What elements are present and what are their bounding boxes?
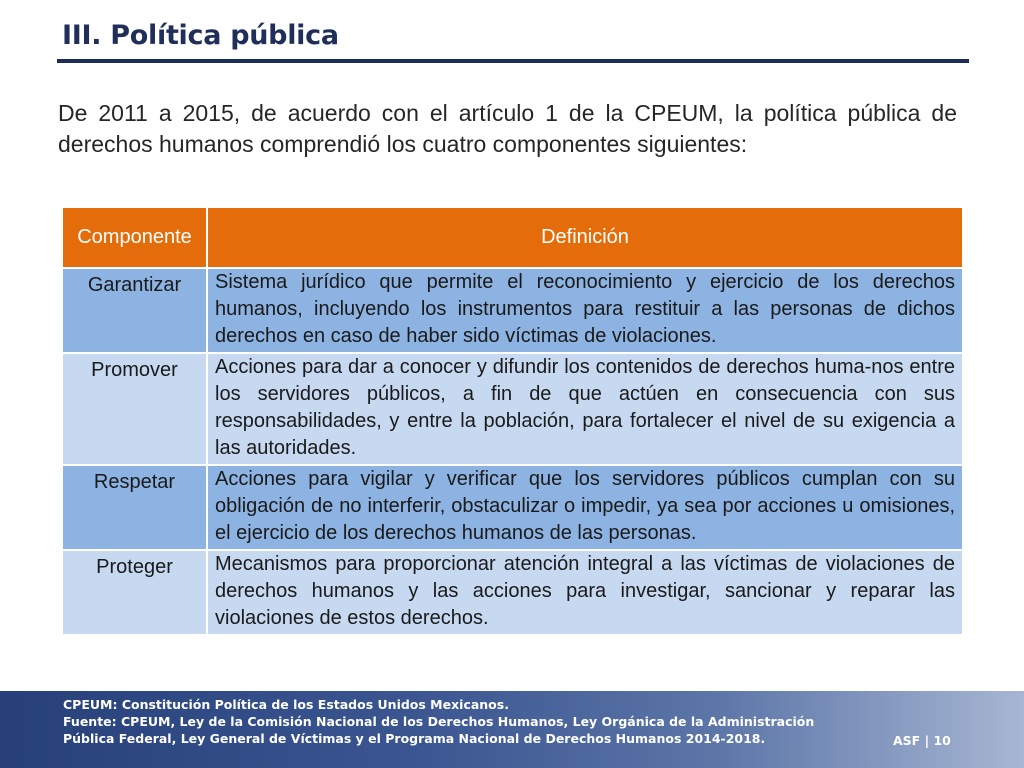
component-name: Promover	[62, 353, 207, 465]
footer-notes	[63, 696, 933, 747]
table-row	[62, 550, 963, 635]
component-definition: Sistema jurídico que permite el reconocimiento y ejercicio de los derechos humanos, incluyendo los instrumentos para restituir a las personas de dichos derechos en caso de haber sido víctimas de violaciones.	[207, 268, 963, 353]
component-definition: Mecanismos para proporcionar atención integral a las víctimas de violaciones de derechos humanos y las acciones para investigar, sancionar y reparar las violaciones de estos derechos.	[207, 550, 963, 635]
component-name: Garantizar	[62, 268, 207, 353]
header-definicion: Definición	[207, 207, 963, 268]
components-table	[61, 206, 964, 636]
slide-title: III. Política pública	[62, 20, 339, 51]
footer-note-source: Fuente: CPEUM, Ley de la Comisión Nacional de los Derechos Humanos, Ley Orgánica de la Administración	[63, 714, 815, 729]
footer-note-abbreviation: CPEUM: Constitución Política de los Estados Unidos Mexicanos.	[63, 697, 509, 712]
component-definition: Acciones para vigilar y verificar que los servidores públicos cumplan con su obligación de no interferir, obstaculizar o impedir, ya sea por acciones u omisiones, el ejercicio de los derechos humanos de las personas.	[207, 465, 963, 550]
component-name: Respetar	[62, 465, 207, 550]
table-header-row	[62, 207, 963, 268]
table-row	[62, 268, 963, 353]
component-name: Proteger	[62, 550, 207, 635]
footer-note-source-cont: Pública Federal, Ley General de Víctimas y el Programa Nacional de Derechos Humanos 2014-2018.	[63, 731, 766, 746]
table-row	[62, 353, 963, 465]
component-definition: Acciones para dar a conocer y difundir los contenidos de derechos huma-nos entre los servidores públicos, a fin de que actúen en consecuencia con sus responsabilidades, y entre la población, para fortalecer el nivel de su exigencia a las autoridades.	[207, 353, 963, 465]
intro-paragraph: De 2011 a 2015, de acuerdo con el artículo 1 de la CPEUM, la política pública de derechos humanos comprendió los cuatro componentes siguientes:	[58, 100, 957, 157]
page-number: ASF | 10	[893, 733, 951, 748]
header-componente: Componente	[62, 207, 207, 268]
table-row	[62, 465, 963, 550]
title-underline	[57, 59, 969, 63]
